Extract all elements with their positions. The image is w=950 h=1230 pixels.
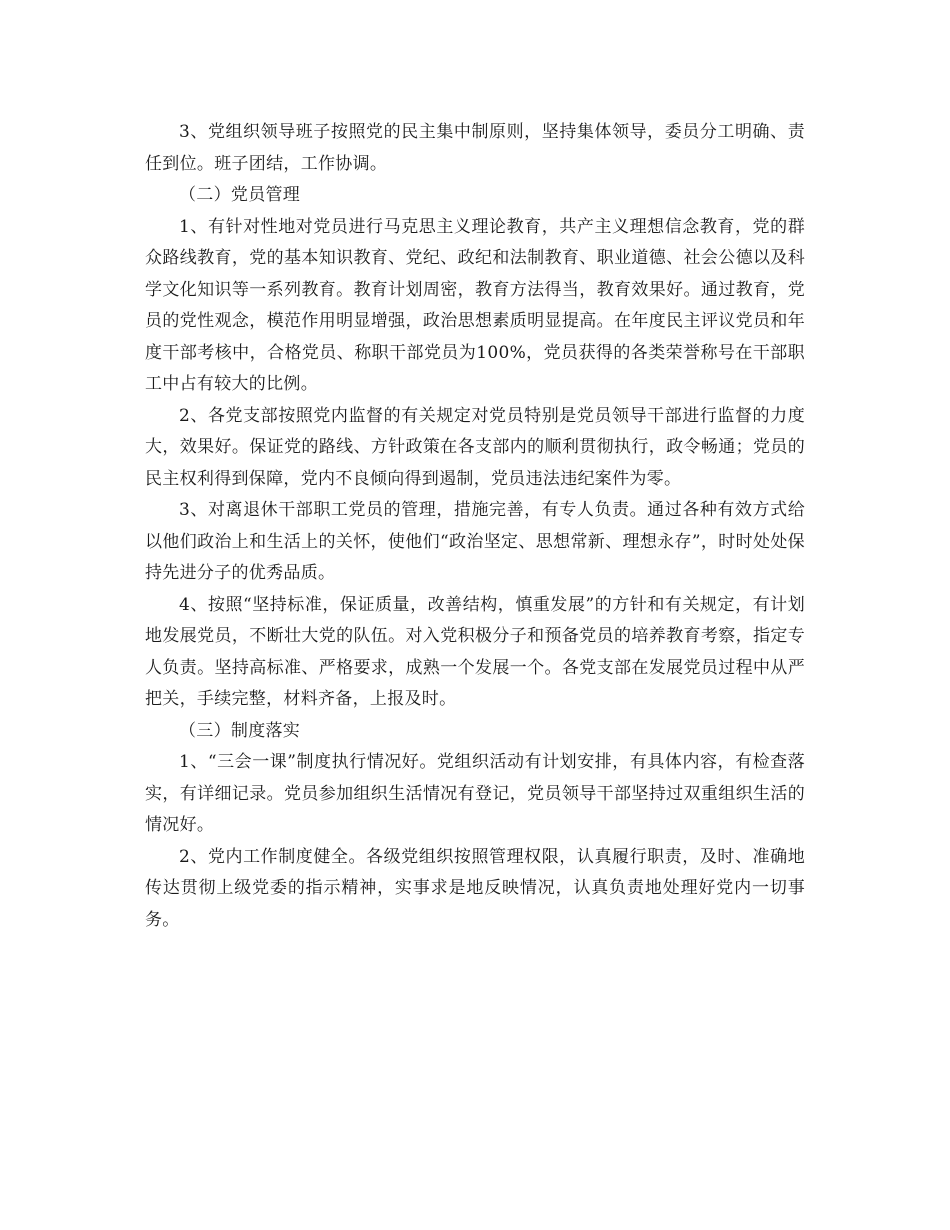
document-body xyxy=(145,117,805,936)
paragraph-retirees: 3、对离退休干部职工党员的管理，措施完善，有专人负责。通过各种有效方式给以他们政治上和生活上的关怀，使他们“政治坚定、思想常新、理想永存”，时时处处保持先进分子的优秀品质。 xyxy=(145,500,805,583)
section-heading-system-implementation: （三）制度落实 xyxy=(179,720,301,741)
paragraph-leadership: 3、党组织领导班子按照党的民主集中制原则，坚持集体领导，委员分工明确、责任到位。班子团结，工作协调。 xyxy=(145,122,805,174)
paragraph-three-meetings: 1、“三会一课”制度执行情况好。党组织活动有计划安排，有具体内容，有检查落实，有详细记录。党员参加组织生活情况有登记，党员领导干部坚持过双重组织生活的情况好。 xyxy=(145,752,805,835)
paragraph-development: 4、按照“坚持标准，保证质量，改善结构，慎重发展”的方针和有关规定，有计划地发展党员，不断壮大党的队伍。对入党积极分子和预备党员的培养教育考察，指定专人负责。坚持高标准、严格要求，成熟一个发展一个。各党支部在发展党员过程中从严把关，手续完整，材料齐备，上报及时。 xyxy=(145,594,805,709)
paragraph-education: 1、有针对性地对党员进行马克思主义理论教育，共产主义理想信念教育，党的群众路线教育，党的基本知识教育、党纪、政纪和法制教育、职业道德、社会公德以及科学文化知识等一系列教育。教育计划周密，教育方法得当，教育效果好。通过教育，党员的党性观念，模范作用明显增强，政治思想素质明显提高。在年度民主评议党员和年度干部考核中，合格党员、称职干部党员为100%，党员获得的各类荣誉称号在干部职工中占有较大的比例。 xyxy=(145,216,805,394)
paragraph-supervision: 2、各党支部按照党内监督的有关规定对党员特别是党员领导干部进行监督的力度大，效果好。保证党的路线、方针政策在各支部内的顺利贯彻执行，政令畅通；党员的民主权利得到保障，党内不良倾向得到遏制，党员违法违纪案件为零。 xyxy=(145,405,805,489)
section-heading-member-management: （二）党员管理 xyxy=(179,185,301,205)
paragraph-work-system: 2、党内工作制度健全。各级党组织按照管理权限，认真履行职责，及时、准确地传达贯彻上级党委的指示精神，实事求是地反映情况，认真负责地处理好党内一切事务。 xyxy=(145,846,805,930)
